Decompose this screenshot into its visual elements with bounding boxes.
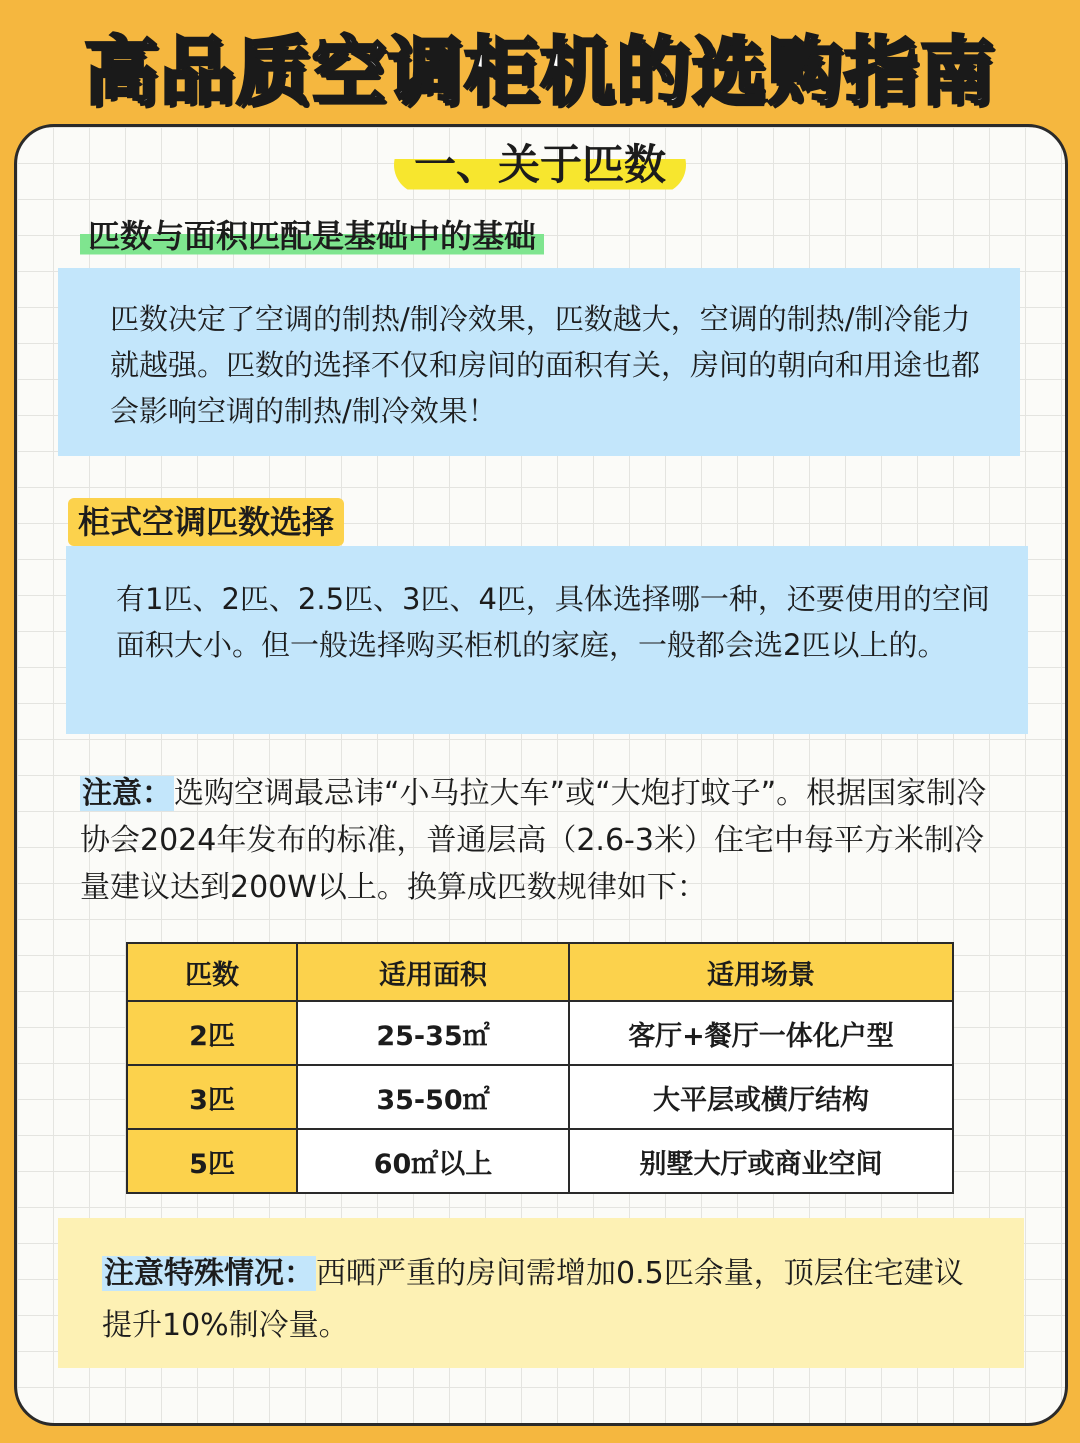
- table-cell: 3匹: [127, 1065, 297, 1129]
- special-note-label: 注意特殊情况：: [104, 1256, 314, 1291]
- subheading-cabinet-selection: 柜式空调匹数选择: [68, 498, 344, 546]
- note-text: 选购空调最忌讳“小马拉大车”或“大炮打蚊子”。根据国家制冷协会2024年发布的标准，普通层高（2.6-3米）住宅中每平方米制冷量建议达到200W以上。换算成匹数规律如下：: [80, 776, 987, 905]
- note-label: 注意：: [82, 776, 172, 811]
- table-cell: 大平层或横厅结构: [569, 1065, 953, 1129]
- note-paragraph: [80, 770, 1010, 911]
- table-cell: 2匹: [127, 1001, 297, 1065]
- table-cell: 25-35㎡: [297, 1001, 569, 1065]
- table-header-cell: 适用面积: [297, 943, 569, 1001]
- section-heading-text: 一、关于匹数: [394, 136, 686, 194]
- info-box-cabinet-text: 有1匹、2匹、2.5匹、3匹、4匹，具体选择哪一种，还要使用的空间面积大小。但一般选择购买柜机的家庭，一般都会选2匹以上的。: [116, 582, 990, 662]
- section-heading: [0, 136, 1080, 194]
- table-cell: 35-50㎡: [297, 1065, 569, 1129]
- table-row: [127, 1065, 953, 1129]
- horsepower-table: [126, 942, 954, 1194]
- special-note-box: [58, 1218, 1024, 1368]
- info-box-cabinet: [66, 546, 1028, 734]
- table-row: [127, 1129, 953, 1193]
- table-header-row: [127, 943, 953, 1001]
- info-box-horsepower-text: 匹数决定了空调的制热/制冷效果，匹数越大，空调的制热/制冷能力就越强。匹数的选择不仅和房间的面积有关，房间的朝向和用途也都会影响空调的制热/制冷效果！: [110, 302, 981, 428]
- table-header-cell: 匹数: [127, 943, 297, 1001]
- table-cell: 5匹: [127, 1129, 297, 1193]
- page-title: 高品质空调柜机的选购指南: [84, 29, 996, 115]
- table-header-cell: 适用场景: [569, 943, 953, 1001]
- table-cell: 客厅+餐厅一体化户型: [569, 1001, 953, 1065]
- table-cell: 60㎡以上: [297, 1129, 569, 1193]
- table-row: [127, 1001, 953, 1065]
- info-box-horsepower: [58, 268, 1020, 456]
- subheading-matching: 匹数与面积匹配是基础中的基础: [80, 214, 544, 258]
- table-cell: 别墅大厅或商业空间: [569, 1129, 953, 1193]
- special-note-text: 西晒严重的房间需增加0.5匹余量，顶层住宅建议提升10%制冷量。: [102, 1256, 964, 1343]
